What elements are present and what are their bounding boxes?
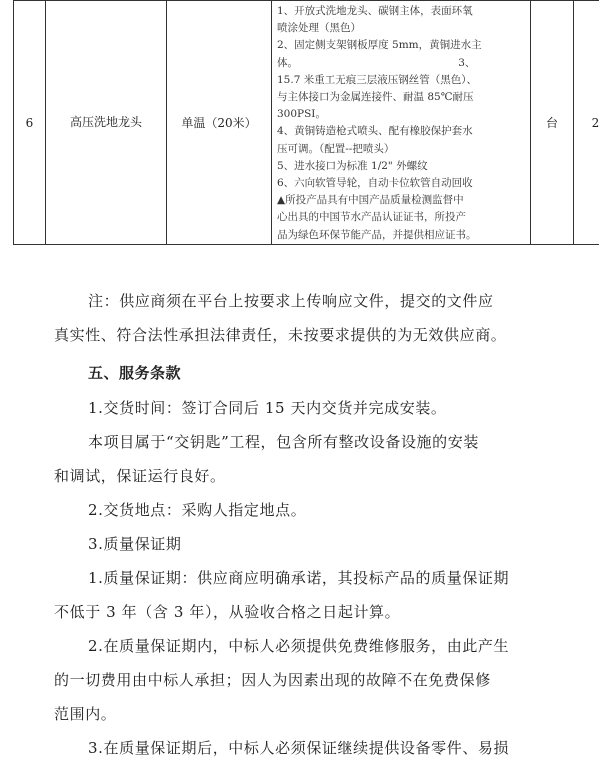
desc-line: 5、进水接口为标准 1/2" 外螺纹 (277, 159, 428, 172)
subheading: 3.质量保证期 (88, 535, 182, 553)
table-row (14, 1, 599, 245)
desc-line: 与主体接口为金属连接件、耐温 85℃耐压 (277, 91, 474, 104)
item-model: 单温（20米） (167, 1, 272, 245)
desc-line: 喷涂处理（黑色） (277, 22, 361, 35)
paragraph: 2.交货地点：采购人指定地点。 (88, 501, 307, 519)
desc-line: 6、六向软管导轮，自动卡位软管自动回收 (277, 177, 473, 190)
item-description (272, 1, 531, 245)
paragraph: 本项目属于“交钥匙”工程，包含所有整改设备设施的安装 (88, 433, 479, 451)
section-heading: 五、服务条款 (88, 364, 182, 382)
paragraph: 1.交货时间：签订合同后 15 天内交货并完成安装。 (88, 399, 447, 417)
desc-line: 2、固定侧支架钢板厚度 5mm，黄铜进水主 (277, 39, 482, 52)
spec-table (13, 0, 599, 245)
desc-line: 心出具的中国节水产品认证证书，所投产 (277, 211, 466, 224)
paragraph: 1.质量保证期：供应商应明确承诺，其投标产品的质量保证期 (88, 569, 510, 587)
paragraph: 的一切费用由中标人承担；因人为因素出现的故障不在免费保修 (54, 671, 491, 689)
paragraph: 不低于 3 年（含 3 年），从验收合格之日起计算。 (54, 603, 401, 621)
paragraph: 2.在质量保证期内，中标人必须提供免费维修服务，由此产生 (88, 637, 510, 655)
desc-line: 体。 3、 (277, 56, 476, 69)
desc-line: 1、开放式洗地龙头、碳钢主体，表面环氧 (277, 5, 473, 17)
paragraph: 3.在质量保证期后，中标人必须保证继续提供设备零件、易损 (88, 739, 510, 757)
desc-line: 15.7 米重工无痕三层液压钢丝管（黑色）、 (277, 73, 477, 86)
desc-line: 300PSI。 (277, 108, 326, 121)
item-unit: 台 (531, 1, 574, 245)
desc-line: 品为绿色环保节能产品，并提供相应证书。 (277, 228, 477, 241)
desc-line: 压可调。（配置--把喷头） (277, 142, 395, 155)
paragraph: 范围内。 (54, 705, 117, 723)
item-quantity: 2 (574, 1, 599, 245)
note-line-1: 注：供应商须在平台上按要求上传响应文件，提交的文件应 (88, 292, 494, 310)
desc-line: ▲所投产品具有中国产品质量检测监督中 (277, 194, 464, 207)
desc-line: 4、黄铜铸造枪式喷头、配有橡胶保护套水 (277, 125, 473, 138)
item-number: 6 (14, 1, 46, 245)
note-line-2: 真实性、符合法性承担法律责任，未按要求提供的为无效供应商。 (54, 326, 507, 344)
item-name: 高压洗地龙头 (46, 1, 167, 245)
paragraph: 和调试，保证运行良好。 (54, 467, 226, 485)
